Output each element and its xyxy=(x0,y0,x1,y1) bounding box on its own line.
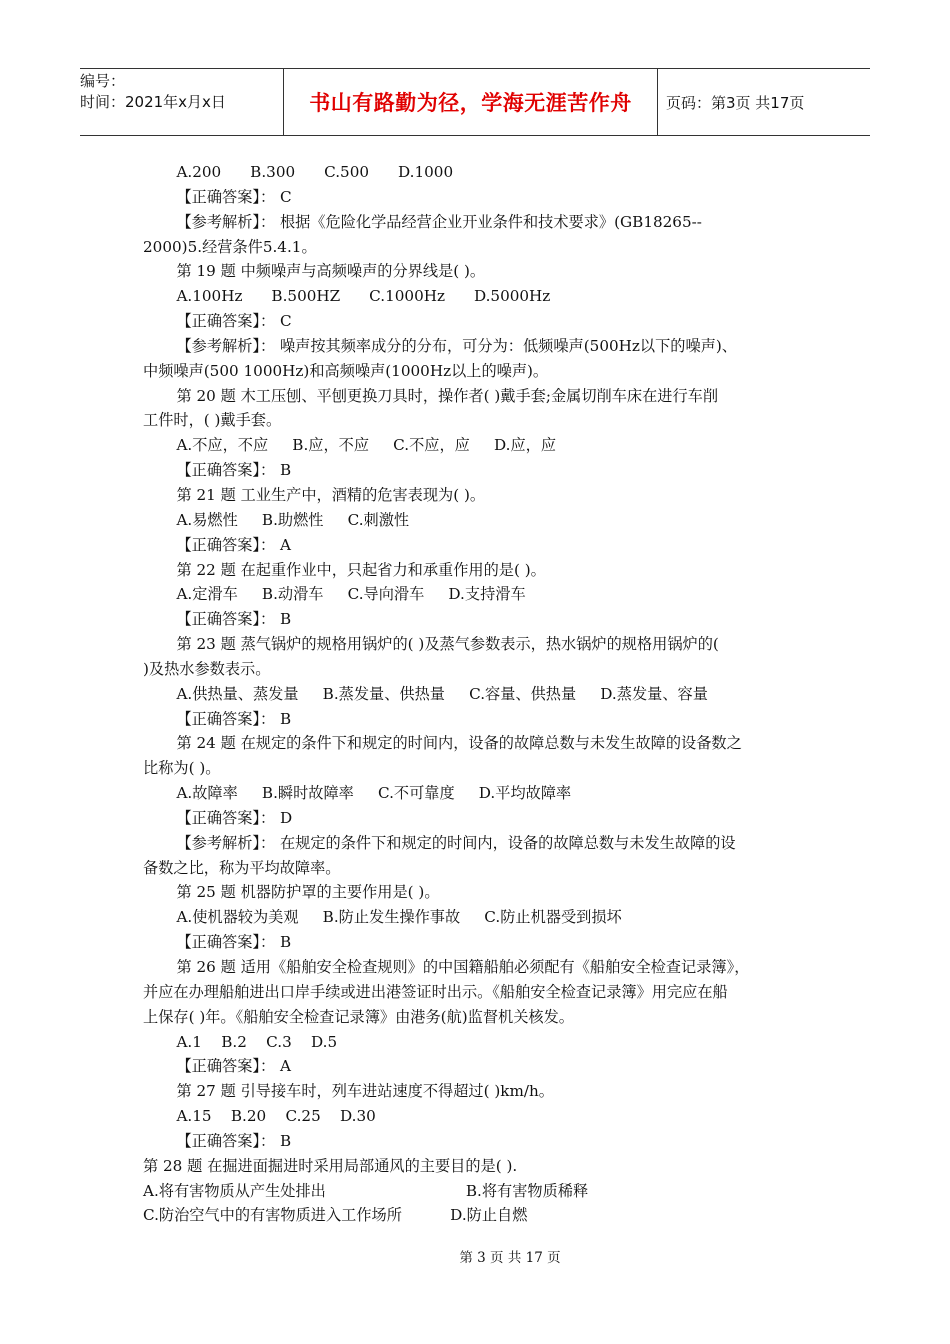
text-line: A.200 B.300 C.500 D.1000 xyxy=(176,163,454,181)
text-line: A.定滑车 B.动滑车 C.导向滑车 D.支持滑车 xyxy=(176,585,526,604)
text-line: 【参考解析】： 噪声按其频率成分的分布，可分为：低频噪声(500Hz以下的噪声)、 xyxy=(176,336,737,355)
text-line: A.15 B.20 C.25 D.30 xyxy=(176,1107,376,1126)
text-line: 【正确答案】： C xyxy=(176,187,292,206)
document-number-label: 编号： xyxy=(80,72,126,90)
text-line: 第 24 题 在规定的条件下和规定的时间内，设备的故障总数与未发生故障的设备数之 xyxy=(176,734,742,753)
text-line: A.不应，不应 B.应，不应 C.不应，应 D.应，应 xyxy=(176,436,557,455)
text-line: 【参考解析】： 根据《危险化学品经营企业开业条件和技术要求》(GB18265-- xyxy=(176,212,702,231)
text-line: 第 25 题 机器防护罩的主要作用是( )。 xyxy=(176,883,440,902)
text-line: 第 28 题 在掘进面掘进时采用局部通风的主要目的是( ). xyxy=(143,1156,518,1175)
text-line: A.故障率 B.瞬时故障率 C.不可靠度 D.平均故障率 xyxy=(176,784,572,803)
header-page-info: 页码：第3页 共17页 xyxy=(666,93,805,112)
header-page-cell xyxy=(658,69,870,135)
text-line: 中频噪声(500 1000Hz)和高频噪声(1000Hz以上的噪声)。 xyxy=(143,361,549,380)
text-line: A.使机器较为美观 B.防止发生操作事故 C.防止机器受到损坏 xyxy=(176,908,622,927)
text-line: 工件时，( )戴手套。 xyxy=(143,411,282,430)
text-line: 第 19 题 中频噪声与高频噪声的分界线是( )。 xyxy=(176,262,486,281)
text-line: A.1 B.2 C.3 D.5 xyxy=(176,1032,338,1051)
text-line: 备数之比，称为平均故障率。 xyxy=(143,858,341,877)
text-line: 【正确答案】： A xyxy=(176,535,291,554)
text-line: 【正确答案】： B xyxy=(176,933,292,952)
document-body xyxy=(143,160,811,1228)
text-line: A.将有害物质从产生处排出 B.将有害物质稀释 xyxy=(143,1181,589,1200)
text-line: 第 23 题 蒸气锅炉的规格用锅炉的( )及蒸气参数表示，热水锅炉的规格用锅炉的( xyxy=(176,635,719,654)
page-header xyxy=(80,68,870,136)
text-line: 【正确答案】： B xyxy=(176,610,292,629)
text-line: 第 22 题 在起重作业中，只起省力和承重作用的是( )。 xyxy=(176,560,546,579)
text-line: A.易燃性 B.助燃性 C.刺激性 xyxy=(176,510,410,529)
page-footer xyxy=(0,1246,950,1266)
text-line: 第 21 题 工业生产中，酒精的危害表现为( )。 xyxy=(176,485,486,504)
text-line: 【正确答案】： B xyxy=(176,1131,292,1150)
document-date: 时间：2021年x月x日 xyxy=(80,93,226,111)
text-line: A.供热量、蒸发量 B.蒸发量、供热量 C.容量、供热量 D.蒸发量、容量 xyxy=(176,684,708,703)
text-line: A.100Hz B.500HZ C.1000Hz D.5000Hz xyxy=(176,287,551,306)
text-line: 第 26 题 适用《船舶安全检查规则》的中国籍船舶必须配有《船舶安全检查记录簿》， xyxy=(176,958,750,976)
footer-page-number: 第 3 页 共 17 页 xyxy=(459,1250,561,1266)
header-motto-cell xyxy=(283,69,658,135)
text-line: 【正确答案】： C xyxy=(176,312,292,331)
header-motto: 书山有路勤为径，学海无涯苦作舟 xyxy=(309,91,632,115)
text-line: 【正确答案】： D xyxy=(176,808,293,827)
text-line: 【正确答案】： A xyxy=(176,1057,291,1076)
header-meta xyxy=(80,69,283,135)
text-line: 2000)5.经营条件5.4.1。 xyxy=(143,237,317,256)
text-line: 第 20 题 木工压刨、平刨更换刀具时，操作者( )戴手套;金属切削车床在进行车削 xyxy=(176,386,719,405)
text-line: 并应在办理船舶进出口岸手续或进出港签证时出示。《船舶安全检查记录簿》用完应在船 xyxy=(143,982,728,1001)
text-line: 比称为( )。 xyxy=(143,759,221,778)
text-line: 【正确答案】： B xyxy=(176,461,292,480)
text-line: C.防治空气中的有害物质进入工作场所 D.防止自燃 xyxy=(143,1206,528,1225)
text-line: 【参考解析】： 在规定的条件下和规定的时间内，设备的故障总数与未发生故障的设 xyxy=(176,833,736,852)
text-line: 【正确答案】： B xyxy=(176,709,292,728)
text-line: 第 27 题 引导接车时，列车进站速度不得超过( )km/h。 xyxy=(176,1082,554,1101)
text-line: 上保存( )年。《船舶安全检查记录簿》由港务(航)监督机关核发。 xyxy=(143,1007,574,1026)
text-line: )及热水参数表示。 xyxy=(143,659,271,678)
